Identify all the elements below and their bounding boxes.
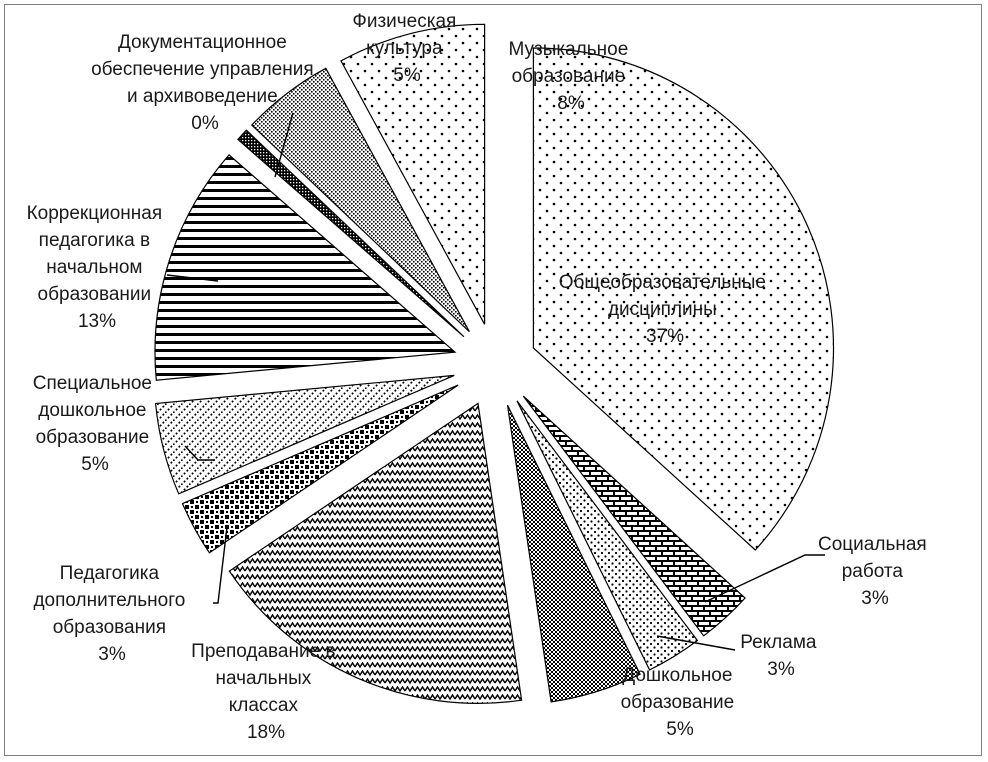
label-preschool: Дошкольное образование 5% <box>620 665 735 740</box>
label-additional-pedagogy: Педагогика дополнительного образования 3% <box>33 563 186 665</box>
label-special-preschool: Специальное дошкольное образование 5% <box>32 373 152 475</box>
label-physical-culture: Физическая культура 5% <box>352 11 457 86</box>
label-social-work: Социальная работа 3% <box>818 534 927 609</box>
pie-slices <box>155 24 834 703</box>
label-documentation: Документационное обеспечение управления и архивоведение 0% <box>91 32 314 134</box>
label-advertising: Реклама 3% <box>740 632 817 680</box>
label-primary-teaching: Преподавание в начальных классах 18% <box>191 641 336 743</box>
label-general-disciplines: Общеобразовательные дисциплины 37% <box>558 272 766 347</box>
label-correctional-pedagogy: Коррекционная педагогика в начальном образовании 13% <box>26 203 163 332</box>
pie-chart <box>5 5 980 754</box>
label-music-education: Музыкальное образование 8% <box>508 39 629 114</box>
chart-frame <box>4 4 982 756</box>
